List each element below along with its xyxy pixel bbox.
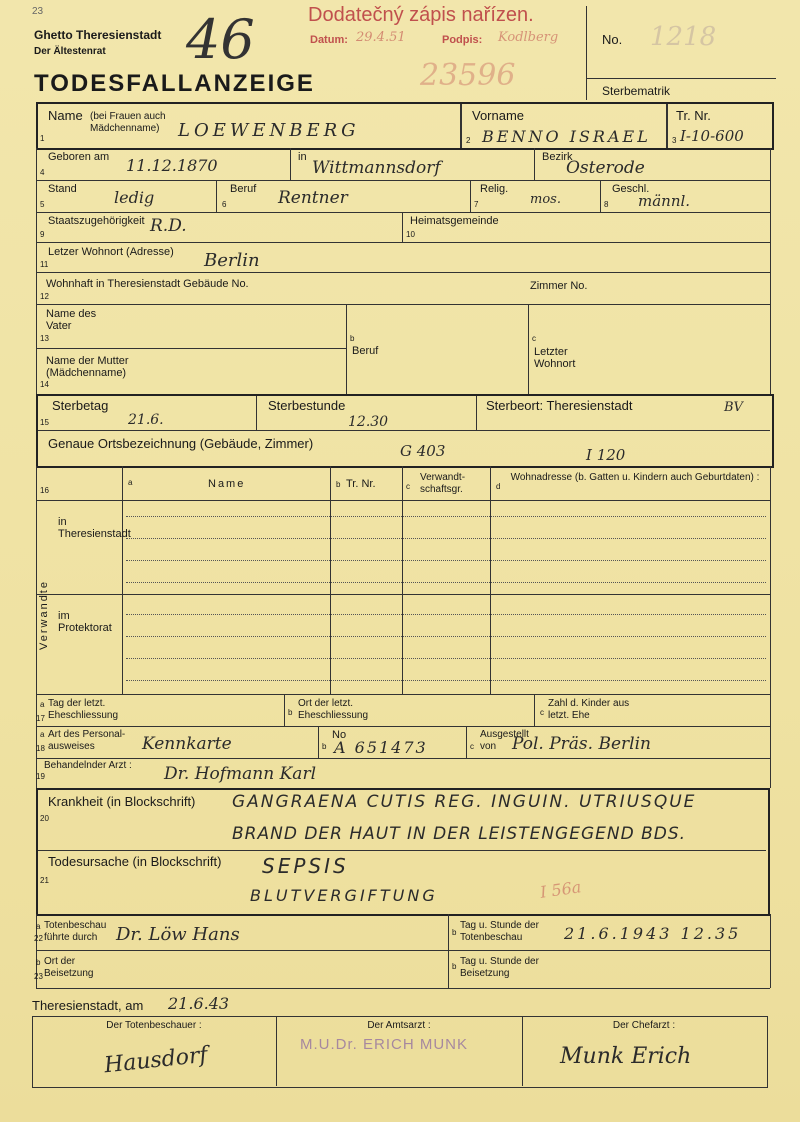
big-handwritten-number: 46 [186,8,255,71]
col-c-2: c [406,482,410,491]
field-num-4: 4 [40,168,45,177]
no-value: 1218 [650,22,717,52]
field-num-21: 21 [40,876,49,885]
kinder-label: Zahl d. Kinder aus letzt. Ehe [548,698,630,721]
sterbetag-label: Sterbetag [52,398,109,413]
col-c-1: c [532,334,536,343]
ausweis-no-label: No [332,729,347,741]
relig-label: Relig. [480,183,509,195]
field-num-22: 22 [34,934,43,943]
trnr-value: I-10-600 [680,127,744,145]
sterbetag-value: 21.6. [128,412,164,428]
in-theresienstadt-label: in Theresienstadt [58,516,131,540]
im-protektorat-label: im Protektorat [58,610,112,634]
field-num-13: 13 [40,334,49,343]
verwandte-label: Verwandte [38,580,50,650]
stamp-title: Dodatečný zápis nařízen. [308,4,534,26]
arzt-label: Behandelnder Arzt : [44,760,132,771]
beruf-value: Rentner [278,188,348,208]
ortsbez-room: I 120 [586,446,626,464]
wohnadresse-header: Wohnadresse (b. Gatten u. Kindern auch Geburtdaten) : [510,472,760,483]
totenbeschau-value: Dr. Löw Hans [116,924,240,945]
col-b-7: b [452,962,457,971]
signature-totenbeschauer: Hausdorf [102,1042,209,1079]
ausgestellt-value: Pol. Präs. Berlin [512,734,651,754]
zimmer-label: Zimmer No. [530,280,588,292]
geschl-value: männl. [638,192,691,210]
tag-ehe-label: Tag der letzt. Eheschliessung [48,698,119,721]
geboren-label: Geboren am [48,151,110,163]
field-num-2: 2 [466,136,471,145]
field-num-16: 16 [40,486,49,495]
ausweis-art-label: Art des Personal-ausweises [48,729,126,752]
sterbeort-value: BV [724,400,743,415]
col-b-6: b [36,958,41,967]
geboren-value: 11.12.1870 [126,156,218,175]
field-num-17: 17 [36,714,45,723]
col-b-5: b [452,928,457,937]
amtsarzt-label: Der Amtsarzt : [367,1020,431,1031]
tag-totenbeschau-label: Tag u. Stunde der Totenbeschau [460,920,539,943]
relig-value: mos. [530,192,561,207]
sterbematrik-label: Sterbematrik [602,84,671,98]
field-num-11: 11 [40,260,49,269]
krankheit-label: Krankheit (in Blockschrift) [48,794,196,809]
col-a-5: a [36,922,41,931]
field-num-14: 14 [40,380,49,389]
tag-totenbeschau-value: 21.6.1943 12.35 [564,924,742,943]
ausgestellt-label: Ausgestellt von [480,729,529,752]
ortsbez-building: G 403 [400,442,446,460]
name-header: Name [208,478,246,490]
trnr-label: Tr. Nr. [676,108,711,123]
margin-note: I 56a [538,877,583,902]
field-num-6: 6 [222,200,227,209]
col-c-4: c [470,742,474,751]
name-label: Name [48,108,83,123]
tag-beisetzung-label: Tag u. Stunde der Beisetzung [460,956,539,979]
field-num-18: 18 [36,744,45,753]
field-num-23: 23 [34,972,43,981]
sterbestunde-label: Sterbestunde [268,398,346,413]
col-c-3: c [540,708,544,717]
amtsarzt-stamp: M.U.Dr. ERICH MUNK [300,1036,468,1053]
ort-beisetzung-label: Ort der Beisetzung [44,956,94,979]
bezirk-label: Bezirk [542,151,573,163]
col-a-4: a [40,730,45,739]
trnr-header: Tr. Nr. [346,478,376,490]
ortsbez-label: Genaue Ortsbezeichnung (Gebäude, Zimmer) [48,436,314,451]
sterbeort-label: Sterbeort: Theresienstadt [486,398,633,413]
vorname-label: Vorname [472,108,525,123]
ausweis-no-value: A 651473 [334,738,428,757]
verwandt-header: Verwandt-schaftsgr. [420,472,466,495]
corner-mark: 23 [32,6,44,17]
ursache-line-1: SEPSIS [262,854,349,878]
sterbestunde-value: 12.30 [348,414,389,430]
geschl-label: Geschl. [612,183,650,195]
wohnhaft-label: Wohnhaft in Theresienstadt Gebäude No. [46,278,249,290]
beruf2-label: Beruf [352,345,379,357]
form-title: TODESFALLANZEIGE [34,70,315,97]
wohnort-value: Berlin [204,250,260,271]
wohnort-label: Letzer Wohnort (Adresse) [48,246,174,258]
field-num-7: 7 [474,200,479,209]
staat-value: R.D. [150,216,187,236]
org-line-2: Der Ältestenrat [34,46,106,57]
field-num-9: 9 [40,230,45,239]
vater-label: Name des Vater [46,308,97,332]
totenbeschau-label: Totenbeschau führte durch [44,920,107,943]
stamp-datum-value: 29.4.51 [356,30,406,45]
col-b-1: b [350,334,355,343]
ausweis-art-value: Kennkarte [142,734,232,754]
field-num-5: 5 [40,200,45,209]
place-date-value: 21.6.43 [168,994,230,1013]
ursache-label: Todesursache (in Blockschrift) [48,854,222,869]
field-num-1: 1 [40,134,45,143]
signature-chefarzt: Munk Erich [560,1044,692,1069]
mutter-label: Name der Mutter (Mädchenname) [46,355,129,379]
col-b-4: b [322,742,327,751]
in-label: in [298,151,307,163]
stamp-podpis-value: Kodlberg [498,30,559,45]
name-value: LOEWENBERG [178,120,360,141]
field-num-12: 12 [40,292,49,301]
in-value: Wittmannsdorf [312,158,441,178]
chefarzt-label: Der Chefarzt : [612,1020,676,1031]
field-num-19: 19 [36,772,45,781]
col-a: a [128,478,133,487]
col-d-1: d [496,482,501,491]
ursache-line-2: BLUTVERGIFTUNG [250,886,438,905]
stamp-number: 23596 [420,58,516,93]
org-line-1: Ghetto Theresienstadt [34,28,162,42]
no-label: No. [602,32,623,47]
arzt-value: Dr. Hofmann Karl [164,764,317,784]
heimat-label: Heimatsgemeinde [410,215,499,227]
name-sub-label: (bei Frauen auch Mädchenname) [90,111,166,134]
totenbeschauer-label: Der Totenbeschauer : [106,1020,202,1031]
staat-label: Staatszugehörigkeit [48,215,145,227]
stamp-podpis-label: Podpis: [442,34,483,46]
col-b-3: b [288,708,293,717]
krankheit-line-2: BRAND DER HAUT IN DER LEISTENGEGEND BDS. [232,824,687,844]
col-b-2: b [336,480,341,489]
ort-ehe-label: Ort der letzt. Eheschliessung [298,698,369,721]
vorname-value: BENNO ISRAEL [482,127,651,146]
bezirk-value: Osterode [566,158,645,178]
stand-label: Stand [48,183,77,195]
stand-value: ledig [114,188,155,207]
col-a-3: a [40,700,45,709]
beruf-label: Beruf [230,183,257,195]
field-num-15: 15 [40,418,49,427]
place-date-label: Theresienstadt, am [32,998,144,1013]
krankheit-line-1: GANGRAENA CUTIS REG. INGUIN. UTRIUSQUE [232,792,697,812]
letzter-wohnort-label: Letzter Wohnort [534,346,576,370]
stamp-datum-label: Datum: [310,34,348,46]
field-num-20: 20 [40,814,49,823]
field-num-10: 10 [406,230,415,239]
field-num-8: 8 [604,200,609,209]
field-num-3: 3 [672,136,677,145]
